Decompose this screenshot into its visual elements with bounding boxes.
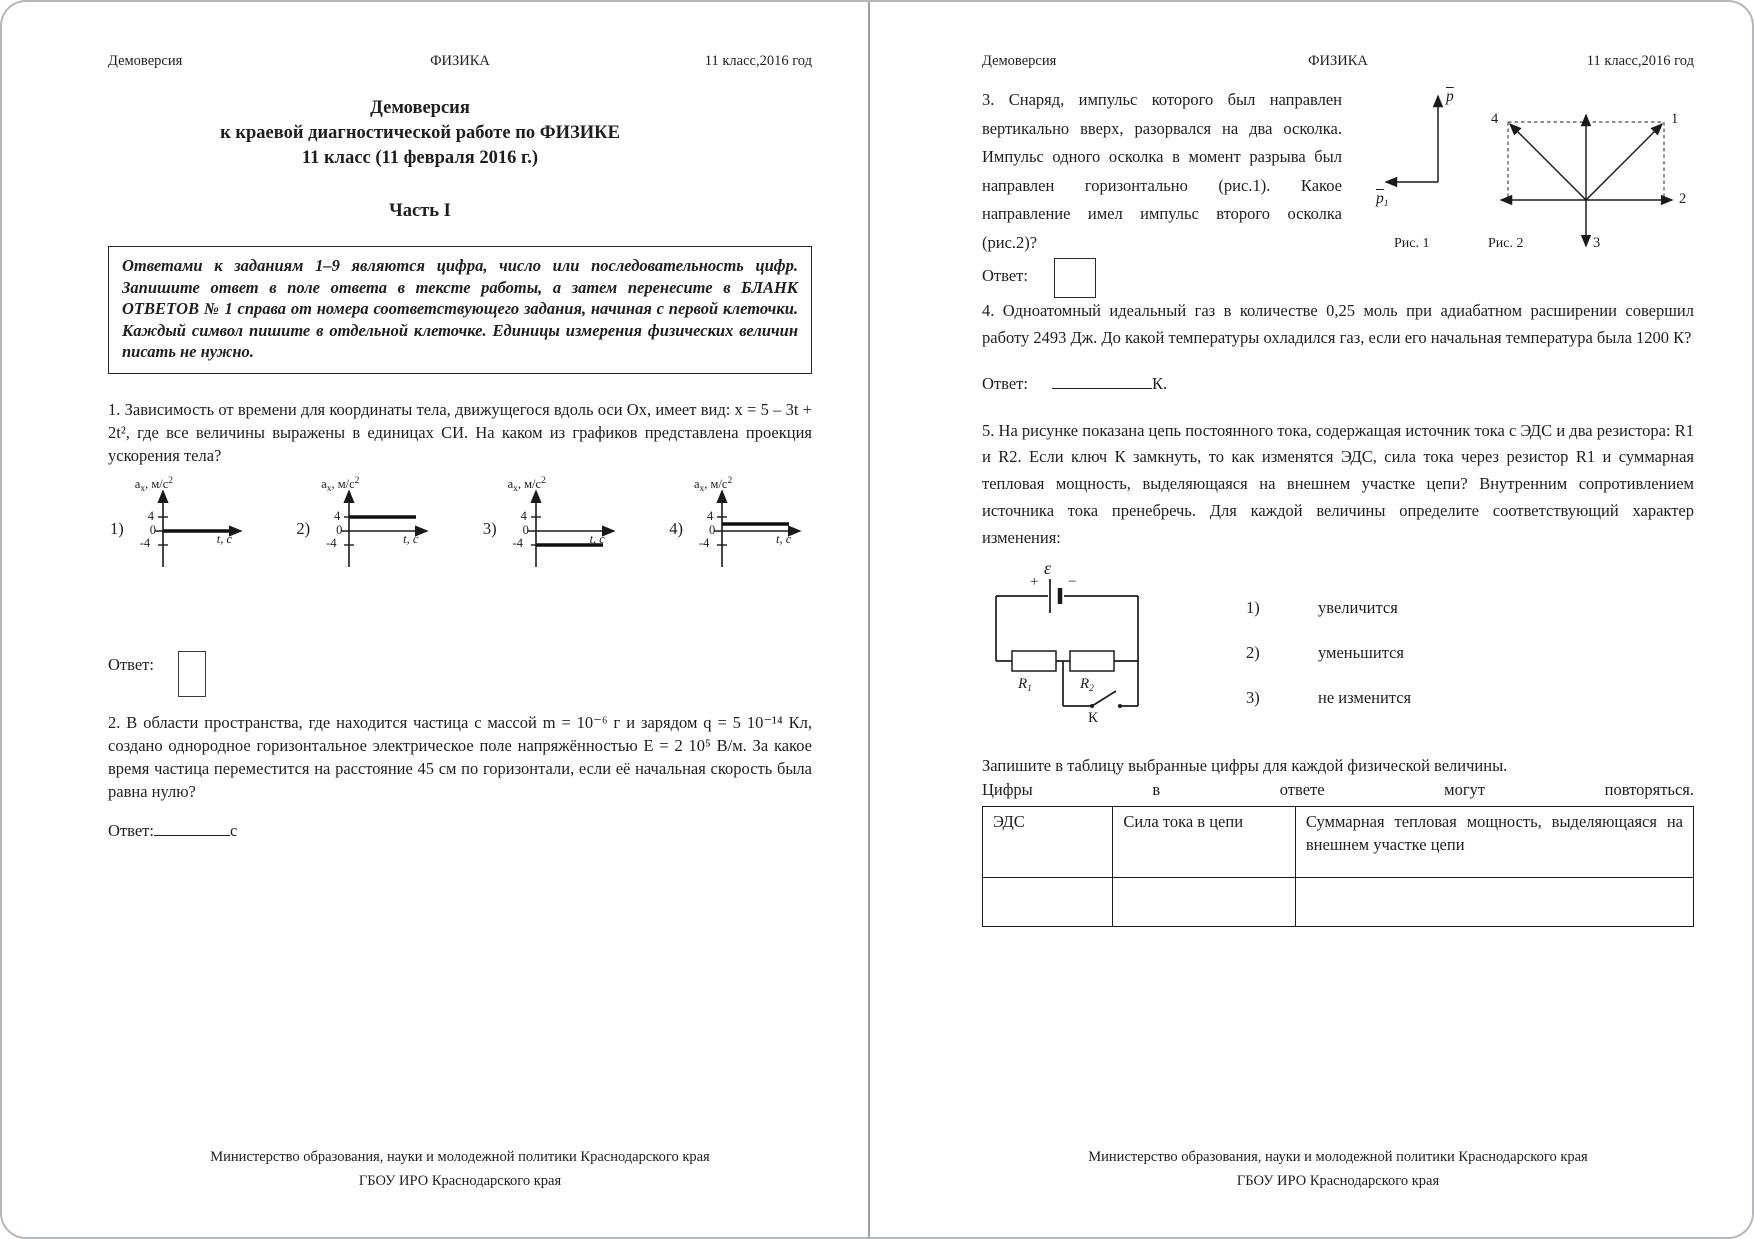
- answer-box: [178, 651, 206, 697]
- header-left: Демоверсия: [982, 53, 1057, 69]
- question-3-block: [982, 86, 1694, 258]
- tick-4: 4: [706, 508, 714, 523]
- option-number: 1): [110, 518, 124, 538]
- switch-k-label: К: [1088, 709, 1099, 726]
- answer-cell-emf: [983, 877, 1113, 926]
- tick-4: 4: [147, 508, 154, 523]
- figure-1-caption: Рис. 1: [1394, 236, 1430, 251]
- table-intro-line-2: Цифры в ответе могут повторяться.: [982, 779, 1694, 799]
- answer-table: [982, 806, 1694, 927]
- acceleration-graph-2: [315, 475, 435, 571]
- title-line-2: к краевой диагностической работе по ФИЗИКЕ: [220, 123, 620, 143]
- tick-minus4: -4: [326, 535, 337, 550]
- header-power: Суммарная тепловая мощность, выделяющаяся на внешнем участке цепи: [1295, 806, 1693, 877]
- tick-minus4: -4: [698, 535, 710, 550]
- option-number: 2): [1246, 642, 1260, 662]
- question-4-answer-row: [982, 374, 1694, 394]
- question-1-text: 1. Зависимость от времени для координаты тела, движущегося вдоль оси Ох, имеет вид: х = 5 – 3t + 2t², где все величины выражены в единицах СИ. На каком из графиков представлена проекция ускорения тела?: [108, 399, 812, 465]
- answer-unit: с: [229, 820, 238, 840]
- answer-blank-line: [1052, 375, 1152, 389]
- figure-2-direction-options: [1486, 86, 1694, 258]
- question-5-text: 5. На рисунке показана цепь постоянного тока, содержащая источник тока с ЭДС и два резистора: R1 и R2. Если ключ К замкнуть, то как изменятся ЭДС, сила тока через резистор R1 и суммарная тепловая мощность, выделяющаяся на внешнем участке цепи? Внутренним сопротивлением источника тока пренебречь. Для каждой величины определите соответствующий характер изменения:: [982, 420, 1694, 547]
- resistor-r2-label: $R_2$: [1080, 675, 1094, 694]
- page1-running-header: [108, 52, 812, 70]
- resistor-r1-label: $R_1$: [1018, 675, 1032, 694]
- tick-minus4: -4: [139, 535, 151, 550]
- y-axis-label: $a_x$, $м/с^2$: [134, 475, 173, 494]
- question-4-text: 4. Одноатомный идеальный газ в количестве 0,25 моль при адиабатном расширении совершил работу 2493 Дж. До какой температуры охладился газ, если его начальная температура была 1200 К?: [982, 301, 1694, 347]
- tick-4: 4: [520, 508, 527, 523]
- header-current: Сила тока в цепи: [1113, 806, 1296, 877]
- x-axis-label: t, с: [216, 531, 233, 546]
- tick-4: 4: [334, 508, 341, 523]
- table-intro-line-1: Запишите в таблицу выбранные цифры для каждой физической величины.: [982, 755, 1508, 775]
- figure-1-momentum-diagram: [1368, 86, 1472, 258]
- header-right: 11 класс,2016 год: [704, 53, 813, 69]
- tick-0: 0: [149, 522, 156, 537]
- header-right: 11 класс,2016 год: [1586, 53, 1694, 69]
- question-1-answer-row: [108, 655, 812, 697]
- part-heading: Часть I: [389, 201, 451, 221]
- page-2: [868, 2, 1752, 1237]
- x-axis-label: t, с: [589, 531, 605, 546]
- page2-running-header: [982, 52, 1694, 70]
- option-label: увеличится: [1318, 597, 1398, 617]
- question-1-graph-options: [108, 475, 812, 571]
- graph-option-3: [482, 475, 622, 571]
- header-left: Демоверсия: [108, 53, 183, 69]
- header-emf: ЭДС: [983, 806, 1113, 877]
- question-5-figure-row: [982, 557, 1694, 734]
- graph-option-4: [669, 475, 808, 571]
- graph-option-2: [296, 475, 435, 571]
- acceleration-graph-3: [502, 475, 622, 571]
- vector-p1-label: $\overline{p}1$: [1376, 190, 1389, 209]
- question-2-text: 2. В области пространства, где находится частица с массой m = 10⁻⁶ г и зарядом q = 5 10⁻¹⁴ Кл, создано однородное горизонтальное электрическое поле напряжённостью Е = 2 10⁵ В/м. За какое время частица переместится на расстояние 45 см по горизонтали, если её начальная скорость была равна нулю?: [108, 712, 812, 801]
- option-number: 2): [296, 518, 311, 538]
- y-axis-label: $a_x$, $м/с^2$: [507, 475, 546, 494]
- option-increase: [1246, 598, 1411, 643]
- footer-line-2: ГБОУ ИРО Краснодарского края: [1236, 1173, 1440, 1189]
- answer-label: Ответ:: [982, 266, 1028, 285]
- y-axis-label: $a_x$, $м/с^2$: [693, 475, 733, 494]
- footer-line-1: Министерство образования, науки и молодежной политики Краснодарского края: [1088, 1149, 1588, 1165]
- title-line-3: 11 класс (11 февраля 2016 г.): [301, 148, 539, 168]
- answer-label: Ответ:: [108, 820, 154, 840]
- y-axis-label: $a_x$, $м/с^2$: [321, 475, 360, 494]
- tick-minus4: -4: [512, 535, 523, 550]
- direction-4-label: 4: [1491, 111, 1499, 127]
- title-line-1: Демоверсия: [370, 98, 470, 118]
- x-axis-label: t, с: [403, 531, 419, 546]
- answer-table-empty-row: [983, 877, 1694, 926]
- instruction-box: Ответами к заданиям 1–9 являются цифра, число или последовательность цифр. Запишите ответ в поле ответа в тексте работы, а затем перенесите в БЛАНК ОТВЕТОВ № 1 справа от номера соответствующего задания, начиная с первой клеточки. Каждый символ пишите в отдельной клеточке. Единицы измерения физических величин писать не нужно.: [108, 246, 812, 374]
- footer-line-2: ГБОУ ИРО Краснодарского края: [358, 1173, 562, 1189]
- answer-unit: К.: [1151, 373, 1168, 393]
- option-label: уменьшится: [1318, 642, 1405, 662]
- vector-p-label: $\overline{p}$: [1446, 88, 1454, 105]
- answer-cell-power: [1295, 877, 1693, 926]
- tick-0: 0: [708, 522, 716, 537]
- option-decrease: [1246, 643, 1411, 688]
- option-number: 3): [482, 518, 497, 538]
- page-1: [2, 2, 868, 1237]
- question-5-options: [1246, 566, 1411, 734]
- figure-2-caption: Рис. 2: [1488, 236, 1524, 251]
- direction-2-label: 2: [1679, 191, 1687, 207]
- tick-0: 0: [336, 522, 343, 537]
- page2-footer: [982, 1145, 1694, 1193]
- option-number: 3): [1246, 687, 1260, 707]
- answer-label: Ответ:: [982, 373, 1028, 393]
- answer-cell-current: [1113, 877, 1296, 926]
- battery-plus-sign: +: [1030, 573, 1039, 590]
- answer-table-header-row: [983, 806, 1694, 877]
- x-axis-label: t, с: [775, 531, 792, 546]
- answer-label: Ответ:: [108, 654, 154, 674]
- battery-minus-sign: −: [1068, 573, 1077, 590]
- direction-1-label: 1: [1671, 111, 1679, 127]
- graph-option-1: [110, 475, 249, 571]
- option-number: 1): [1246, 597, 1260, 617]
- document-title: [68, 96, 772, 171]
- question-2-answer-row: [108, 821, 812, 841]
- acceleration-graph-4: [688, 475, 808, 571]
- answer-box: [1054, 258, 1096, 298]
- option-no-change: [1246, 688, 1411, 733]
- direction-3-label: 3: [1593, 235, 1601, 251]
- circuit-diagram: [988, 557, 1158, 734]
- option-label: не изменится: [1318, 687, 1412, 707]
- acceleration-graph-1: [129, 475, 249, 571]
- answer-blank-line: [154, 822, 230, 836]
- header-center: ФИЗИКА: [1308, 53, 1368, 69]
- question-3-answer-row: [982, 266, 1694, 298]
- tick-0: 0: [522, 522, 529, 537]
- option-number: 4): [669, 518, 683, 538]
- footer-line-1: Министерство образования, науки и молодежной политики Краснодарского края: [210, 1149, 710, 1165]
- emf-label: ε: [1044, 557, 1052, 578]
- question-3-text: 3. Снаряд, импульс которого был направлен вертикально вверх, разорвался на два осколка. Импульс одного осколка в момент разрыва был направлен горизонтально (рис.1). Какое направление имел импульс второго осколка (рис.2)?: [982, 90, 1342, 252]
- header-center: ФИЗИКА: [430, 53, 490, 69]
- page1-footer: [108, 1145, 812, 1193]
